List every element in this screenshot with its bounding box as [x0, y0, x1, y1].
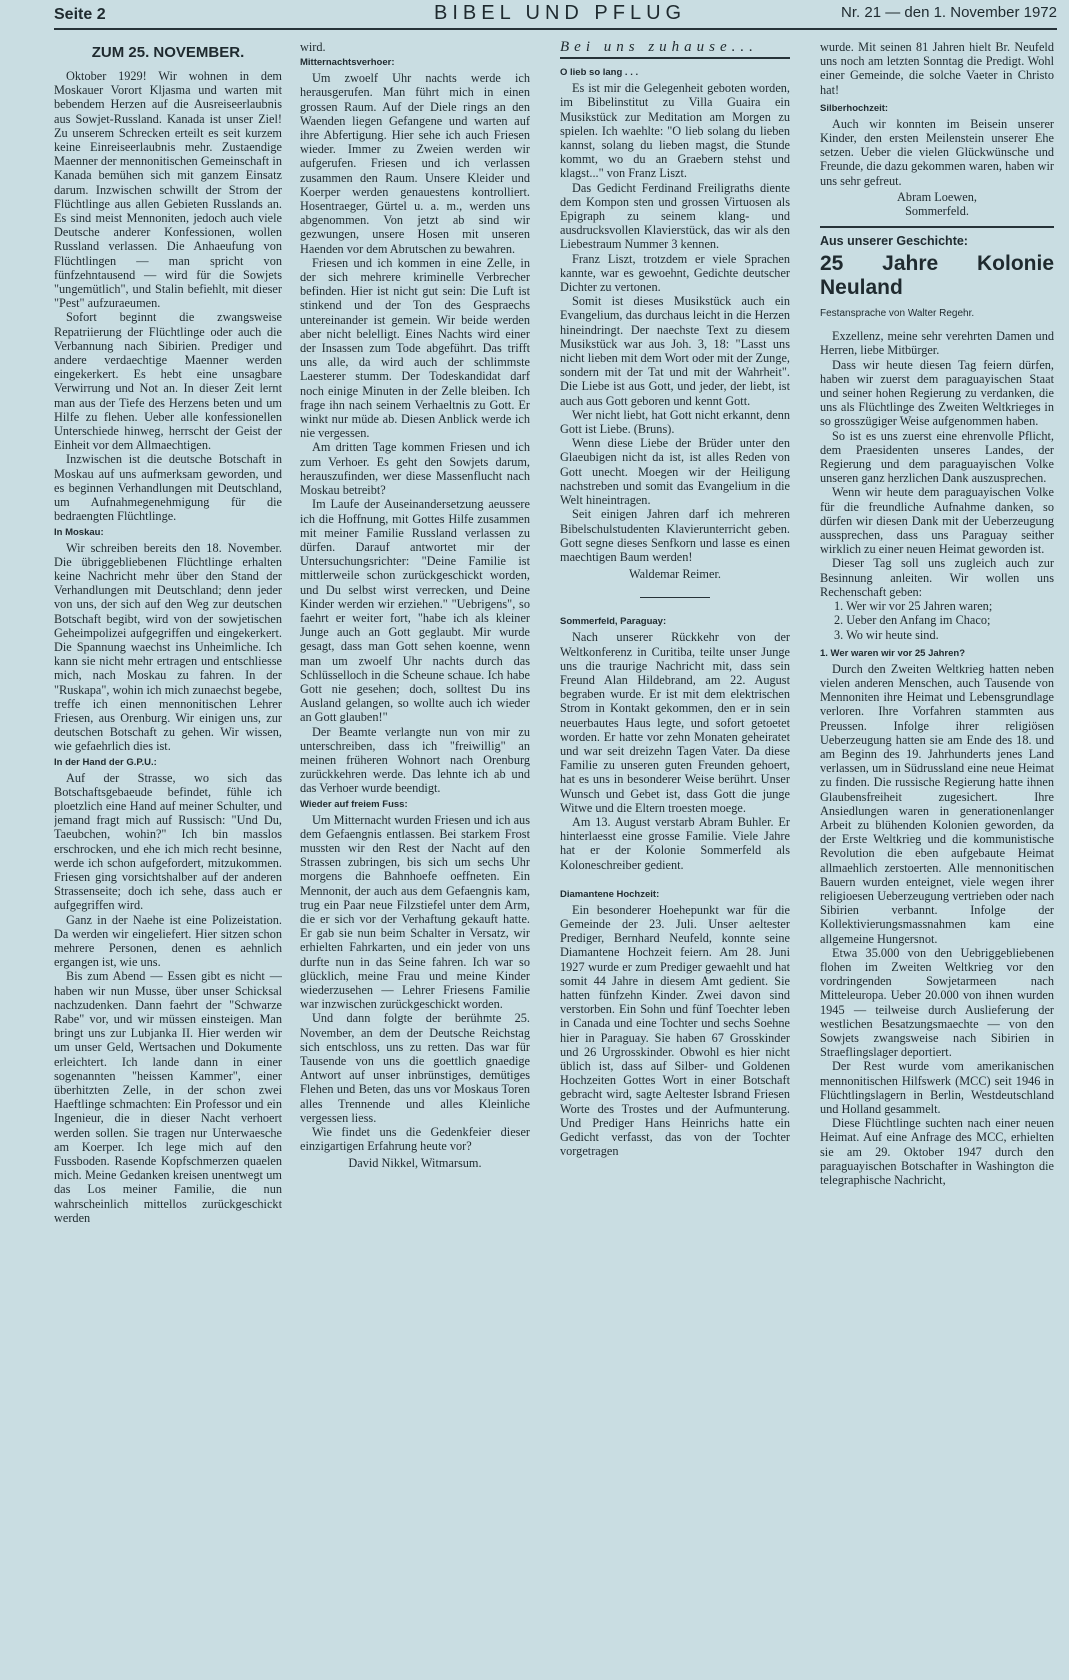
author-signature: David Nikkel, Witmarsum. [348, 1156, 482, 1171]
numbered-list [820, 599, 1054, 642]
paragraph: So ist es uns zuerst eine ehrenvolle Pflicht, dem Praesidenten unseres Landes, der Regierung und dem paraguayischen Volke unseren ganz herzlichen Dank auszusprechen. [820, 428, 1054, 486]
subheading: O lieb so lang . . . [560, 67, 639, 79]
issue-date: Nr. 21 — den 1. November 1972 [841, 4, 1057, 21]
masthead-title: BIBEL UND PFLUG [434, 2, 687, 24]
column-1 [54, 40, 282, 1672]
paragraph: Es ist mir die Gelegenheit geboten worden, im Bibelinstitut zu Villa Guaira ein Musikstück zur Meditation am Morgen zu spielen. Ich waehlte: "O lieb solang du lieben kannst, solang du lieben magst, die Stunde kommt, wo du an Graebern stehst und klagst..." von Franz Liszt. [560, 81, 790, 181]
subheading: 1. Wer waren wir vor 25 Jahren? [820, 647, 966, 659]
paragraph: Auch wir konnten im Beisein unserer Kinder, den ersten Meilenstein unserer Ehe setzen. Ueber die vielen Glückwünsche und Freunde, die dazu gekommen waren, haben wir uns sehr gefreut. [820, 116, 1054, 188]
paragraph: Diese Flüchtlinge suchten nach einer neuen Heimat. Auf eine Anfrage des MCC, erhielten sie am 29. Oktober 1947 durch den paraguayischen Botschafter in Washington die telegraphische Nachricht, [820, 1116, 1054, 1188]
paragraph: Sofort beginnt die zwangsweise Repatriierung der Flüchtlinge oder auch die Verbannung nach Sibirien. Prediger und andere verdaechtige Maenner werden eingekerkert. Es hebt eine unsagbare Verwirrung und Not an. In dieser Zeit lernt man aus der Tiefe des Herzens beten und um Hilfe zu flehen. Ueber alle konfessionellen Unterschiede hinweg, herrscht der Geist der Einheit vor dem Allmaechtigen. [54, 310, 282, 453]
paragraph: Im Laufe der Auseinandersetzung aeussere ich die Hoffnung, mit Gottes Hilfe zusammen mit meiner Familie Russland verlassen zu dürfen. Darauf antwortet mir der Untersuchungsrichter: "Deine Familie ist mittlerweile schon zurückgeschickt worden, und Du selbst wirst verrecken, und Deine Kinder werden wir erziehen." "Uebrigens", so faehrt er weiter fort, "habe ich als kleiner Junge auch an Gott geglaubt. Mir wurde gesagt, dass man Gott sehen koenne, wenn man um zwoelf Uhr nachts durch das Schlüsselloch in die Scheune schaue. Ich habe Gott nie gesehen; doch, solltest Du ins Ausland gelangen, so wollte auch ich wieder an Gott glauben!" [300, 497, 530, 725]
paragraph: Etwa 35.000 von den Uebriggebliebenen flohen im Zweiten Weltkrieg vor den vordringenden Sowjetarmeen nach Mitteleuropa. Ueber 20.000 von ihnen wurden 1945 — teilweise durch Auslieferung der westlichen Besatzungsmaechte — von den Sowjets zwangsweise nach Sibirien in Straeflingslager deportiert. [820, 945, 1054, 1060]
section-kicker: Bei uns zuhause... [560, 40, 790, 59]
byline: Festansprache von Walter Regehr. [820, 308, 975, 320]
author-signature: Abram Loewen, [897, 189, 977, 204]
paragraph: Exzellenz, meine sehr verehrten Damen und Herren, liebe Mitbürger. [820, 329, 1054, 358]
paragraph: Friesen und ich kommen in eine Zelle, in der sich mehrere kriminelle Verbrecher befinden. Hier ist nicht gut sein: Die Luft ist stinkend und der Ton des Gespraechs untereinander ist gemein. Wir beide werden aber nicht belelligt. Eines Nachts wird einer der Insassen zum Tode abgeführt. Das trifft uns alle, da wird auch der schlimmste Laesterer stumm. Der Todeskandidat darf noch einige Minuten in der Zelle bleiben. Ich frage ihn nach seinem Verhaeltnis zu Gott. Er winkt nur müde ab. Diesen Anblick werde ich nie vergessen. [300, 255, 530, 441]
paragraph: Auf der Strasse, wo sich das Botschaftsgebaeude befindet, fühle ich ploetzlich eine Hand auf meiner Schulter, und jemand fragt mich auf Russisch: "Und Du, Taeubchen, wohin?" Ich bin masslos erschrocken, und ehe ich mich recht besinne, werde ich schon aufgefordert, mitzukommen. Friesen ging vorsichtshalber auf der anderen Strassenseite; doch ich sehe, dass auch er aufgegriffen wird. [54, 770, 282, 913]
column-3 [560, 40, 790, 1672]
paragraph: Wir schreiben bereits den 18. November. Die übriggebliebenen Flüchtlinge erhalten keine Nachricht mehr über den Stand der Verhandlungen mit Deutschland; denn jeder von uns, der sich auf den Weg zur deutschen Botschaft begibt, wird von der sowjetischen Geheimpolizei aufgegriffen und eingekerkert. Die Spannung waechst ins Unheimliche. Ich kann sie nicht mehr ertragen und entschliesse mich, nach Moskau zu fahren. In der "Ruskapa", wohin ich mich zunaechst begebe, treffe ich einen mennonitischen Lehrer Friesen, aus Orenburg. Wir einigen uns, zur deutschen Botschaft zu gehen. Wir wissen, wie gefaehrlich dies ist. [54, 540, 282, 754]
paragraph: Und dann folgte der berühmte 25. November, an dem der Deutsche Reichstag sich entschloss, uns zu retten. Das war für Tausende von uns die goettlich gnaedige Antwort auf unser inbrünstiges, demütiges Flehen und Beten, das uns vor Moskaus Toren alles Trennende und alles Kleinliche vergessen liess. [300, 1011, 530, 1125]
paragraph: Durch den Zweiten Weltkrieg hatten neben vielen anderen Menschen, auch Tausende von Mennoniten ihre Heimat und Lebensgrundlage verloren. Ihre Vorfahren stammten aus Preussen. Infolge ihrer religiösen Ueberzeugung hatten sie am Ende des 18. und am Beginn des 19. Jahrhunderts jenes Land verlassen, um in Südrussland eine neue Heimat zu finden. Die russische Regierung hatte ihnen Glaubensfreiheit zugesichert. Ihre Ansiedlungen waren in generationenlanger Arbeit zu blühenden Kolonien geworden, da der Erste Weltkrieg und die kommunistische Revolution die eben aufgebaute Heimat allmaehlich zerstoerten. Alle mennonitischen Bauern wurden enteignet, viele wegen ihrer religioesen Ueberzeugung vertrieben oder nach Sibirien verbannt. Infolge der Kollektivierungsmassnahmen kam eine allgemeine Hungersnot. [820, 661, 1054, 946]
paragraph: wird. [300, 40, 326, 54]
subheading: Mitternachtsverhoer: [300, 57, 395, 69]
article-title: ZUM 25. NOVEMBER. [91, 44, 245, 61]
paragraph: Wenn diese Liebe der Brüder unter den Glaeubigen nicht da ist, ist alles Reden von Gott unecht. Moegen wir der Heiligung nachstreben und somit das Evangelium in die Welt hineintragen. [560, 436, 790, 508]
divider [640, 597, 710, 598]
page-number: Seite 2 [54, 6, 106, 23]
subheading: Diamantene Hochzeit: [560, 888, 660, 900]
paragraph: Somit ist dieses Musikstück auch ein Evangelium, das durchaus leicht in die Herzen hineindringt. Der naechste Text zu diesem Musikstück war aus Joh. 3, 18: "Lasst uns nicht lieben mit dem Wort oder mit der Zunge, sondern mit der Tat und mit der Wahrheit". Die Liebe ist aus Gott, und jeder, der liebt, ist auch aus Gott geboren und kennt Gott. [560, 294, 790, 408]
paragraph: Wie findet uns die Gedenkfeier dieser einzigartigen Erfahrung heute vor? [300, 1125, 530, 1154]
subheading: Sommerfeld, Paraguay: [560, 616, 667, 628]
author-location: Sommerfeld. [905, 204, 969, 219]
paragraph: Ein besonderer Hoehepunkt war für die Gemeinde der 23. Juli. Unser aeltester Prediger, Bernhard Neufeld, konnte seine Diamantene Hochzeit feiern. Am 28. Juni 1927 wurde er zum Prediger gewaehlt und hat somit 44 Jahre in diesem Amt gedient. Sie hatten fünfzehn Kinder. Zwei davon sind verstorben. Ein Sohn und fünf Toechter leben in Canada und eine Tochter und sechs Soehne hier in Paraguay. Sie haben 67 Grosskinder und 26 Urgrosskinder. Obwohl es hier nicht üblich ist, dass auf Silber- und Goldenen Hochzeiten Gottes Wort in einer Botschaft gebracht wird, sagte Aeltester Isbrand Friesen Worte des Trostes und der Aufmunterung. Und Prediger Hans Heinrichs hatte ein Gedicht verfasst, das von der Tochter vorgetragen [560, 902, 790, 1159]
paragraph: Wer nicht liebt, hat Gott nicht erkannt, denn Gott ist Liebe. (Bruns). [560, 407, 790, 437]
paragraph: Bis zum Abend — Essen gibt es nicht — haben wir nun Musse, über unser Schicksal nachzudenken. Dann faehrt der "Schwarze Rabe" vor, und wir müssen einsteigen. Man bringt uns zur Lubjanka II. Hier werden wir um unser Geld, Wertsachen und Dokumente erleichtert. Ich lande dann in einer sogenannten "heissen Kammer", einer überhitzten Zelle, in der schon zwei Haeftlinge schmachten: Ein Professor und ein Ingenieur, die in dieser Nacht verhoert werden sollen. Sie tragen nur Unterwaesche am Koerper. Ich lege mich auf den Fussboden. Rasende Kopfschmerzen quaelen mich. Meine Gedanken kreisen unentwegt um das Los meiner Familie, die nun wahrscheinlich mittellos zurückgeschickt werden [54, 969, 282, 1225]
subheading: In Moskau: [54, 526, 104, 538]
column-2 [300, 40, 530, 1672]
paragraph: Dieser Tag soll uns zugleich auch zur Besinnung anleiten. Wir wollen uns Rechenschaft geben: [820, 556, 1054, 599]
paragraph: Der Beamte verlangte nun von mir zu unterschreiben, dass ich "freiwillig" an meinen früheren Wohnort nach Orenburg zurückkehren werde. Das lehnte ich ab und das Verhoer wurde beendigt. [300, 724, 530, 796]
page-header [54, 2, 1057, 30]
paragraph: Oktober 1929! Wir wohnen in dem Moskauer Vorort Kljasma und warten mit bebendem Herzen auf die Ausreiseerlaubnis aus Sowjet-Russland. Kanada ist unser Ziel! Zu unserem Schrecken erteilt es seit kurzem keine Einreiseerlaubnis mehr. Zustaendige Maenner der mennonitischen Gemeinschaft in Kanada bemühen sich mit ganzem Einsatz darum. Inzwischen schwillt der Strom der Flüchtlinge aus allen Gebieten Russlands an. Es sind meist Mennoniten, jedoch auch viele Deutsche anderer Konfessionen, wollen Russland verlassen. Die Anhaeufung von Flüchtlingen — man spricht von fünfzehntausend — wird für die Sowjets "ungemütlich", und Stalin befiehlt, mit dieser "Pest" aufzuraeumen. [54, 69, 282, 311]
list-item: 2. Ueber den Anfang im Chaco; [834, 613, 991, 628]
paragraph: Inzwischen ist die deutsche Botschaft in Moskau auf uns aufmerksam geworden, und es beginnen Verhandlungen mit Deutschland, um Aufnahmegenehmigung für die bedraengten Flüchtlinge. [54, 452, 282, 524]
list-item: 1. Wer wir vor 25 Jahren waren; [834, 599, 993, 614]
subheading: Wieder auf freiem Fuss: [300, 798, 408, 810]
list-item: 3. Wo wir heute sind. [834, 627, 939, 642]
paragraph: Dass wir heute diesen Tag feiern dürfen, haben wir zuerst dem paraguayischen Staat und seiner hohen Regierung zu verdanken, die uns als Flüchtlinge des Zweiten Weltkrieges in so grosszügiger Weise aufgenommen haben. [820, 357, 1054, 429]
divider [820, 226, 1054, 228]
subheading: Silberhochzeit: [820, 102, 889, 114]
paragraph: Wenn wir heute dem paraguayischen Volke für die freundliche Aufnahme danken, so dürfen wir diesen Dank mit der Ueberzeugung aussprechen, dass uns Paraguay seither wirklich zu einer neuen Heimat geworden ist. [820, 485, 1054, 557]
article-title: 25 Jahre Kolonie Neuland [820, 252, 1054, 300]
paragraph: Um Mitternacht wurden Friesen und ich aus dem Gefaengnis entlassen. Bei starkem Frost mussten wir den Rest der Nacht auf den Strassen zubringen, bis sich um sechs Uhr morgens die Bahnhoefe oeffneten. Ein Mennonit, der auch aus dem Gefaengnis kam, trug ein Paar neue Filzstiefel unter dem Arm, die er sich vor der Verhaftung gekauft hatte. Er gab sie nun beim Schalter in Versatz, wir erhielten Fahrkarten, und ein jeder von uns durfte nun in das Seine fahren. Ich war so glücklich, meine Frau und meine Kinder wiederzusehen — Lehrer Friesens Familie war inzwischen zurückgeschickt worden. [300, 812, 530, 1012]
paragraph: Franz Liszt, trotzdem er viele Sprachen kannte, war es gewoehnt, Gedichte deutscher Dichter zu vertonen. [560, 251, 790, 295]
column-4 [820, 40, 1054, 1672]
spacer [560, 872, 790, 886]
paragraph: Der Rest wurde vom amerikanischen mennonitischen Hilfswerk (MCC) seit 1946 in Flüchtlingslagern in Berlin, Westdeutschland und Holland gesammelt. [820, 1059, 1054, 1116]
paragraph: Am dritten Tage kommen Friesen und ich zum Verhoer. Es geht den Sowjets darum, herauszufinden, wer diese Massenflucht nach Moskau betreibt? [300, 440, 530, 498]
paragraph: Um zwoelf Uhr nachts werde ich herausgerufen. Man führt mich in einen grossen Raum. Auf der Diele rings an den Waenden liegen Gefangene und warten auf ihre Abfertigung. Hier sehe ich auch Friesen wieder. Immer zu Zweien werden wir aufgerufen. Friesen und ich verlassen zusammen den Raum. Unsere Kleider und Koerper werden genauestens kontrolliert. Hosentraeger, Gürtel u. a. m., werden uns abgenommen. Von jetzt ab sind wir gezwungen, unsere Hosen mit unseren Haenden vor dem Abrutschen zu bewahren. [300, 71, 530, 256]
paragraph: Nach unserer Rückkehr von der Weltkonferenz in Curitiba, teilte unser Junge uns die traurige Nachricht mit, dass sein Freund Alan Hildebrand, am 22. August begraben wurde. Er ist mit dem elektrischen Strom in Kontakt gekommen, den er in sein neuerbautes Haus legte, und sofort getoetet worden. Er hatte vor zehn Monaten geheiratet und war seit dreizehn Tagen Vater. Da diese Familie zu unseren guten Freunden gehoert, hat es uns in besonderer Weise berührt. Unser Wunsch und Gebet ist, dass Gott die junge Witwe und die Eltern troesten moege. [560, 630, 790, 815]
paragraph: Ganz in der Naehe ist eine Polizeistation. Da werden wir eingeliefert. Hier sitzen schon mehrere Personen, denen es aehnlich ergangen ist, wie uns. [54, 912, 282, 970]
paragraph: Seit einigen Jahren darf ich mehreren Bibelschulstudenten Klavierunterricht geben. Gott segne dieses Senfkorn und lasse es einen maechtigen Baum werden! [560, 507, 790, 564]
section-heading: Aus unserer Geschichte: [820, 234, 968, 249]
subheading: In der Hand der G.P.U.: [54, 756, 157, 768]
author-signature: Waldemar Reimer. [629, 567, 721, 582]
paragraph: Am 13. August verstarb Abram Buhler. Er hinterlaesst eine grosse Familie. Viele Jahre hat er der Kolonie Sommerfeld als Koloneschreiber gedient. [560, 814, 790, 872]
paragraph: Das Gedicht Ferdinand Freiligraths diente dem Kompon sten und grossen Virtuosen als Epigraph zu seinem klang- und ausdrucksvollen Klavierstück, das wir als den Liebestraum Nummer 3 kennen. [560, 180, 790, 252]
paragraph: wurde. Mit seinen 81 Jahren hielt Br. Neufeld uns noch am letzten Sonntag die Predigt. Wohl einer Gemeinde, die solche Vaeter in Christo hat! [820, 40, 1054, 97]
